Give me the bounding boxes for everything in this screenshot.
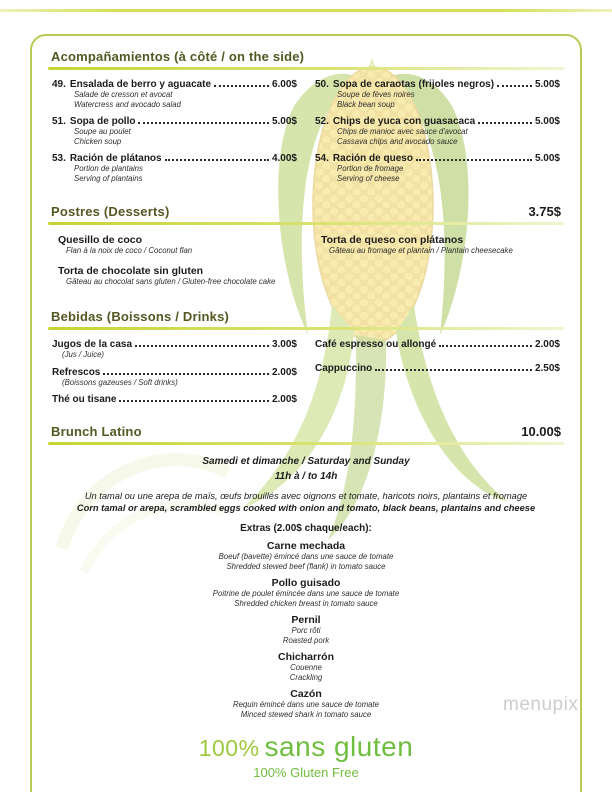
brunch-desc-fr: Un tamal ou une arepa de maïs, œufs brouillés avec oignons et tomate, haricots noirs, plantains et fromage [84, 491, 528, 502]
section-drinks-header [48, 309, 564, 324]
item-name: Jugos de la casa [52, 339, 133, 351]
item-desc: (Jus / Juice) [62, 350, 105, 360]
dotted-leader [416, 159, 532, 161]
section-desserts-header [48, 204, 564, 219]
item-row [52, 79, 297, 90]
extra-name: Pernil [291, 614, 321, 627]
item-desc-en: Chicken soup [74, 136, 122, 146]
extra-item [48, 688, 564, 719]
extra-desc-en: Crackling [289, 672, 323, 682]
item-name: Cappuccino [315, 363, 373, 375]
dotted-leader [375, 369, 532, 371]
extra-name: Carne mechada [266, 540, 346, 553]
brunch-schedule-hours: 11h à / to 14h [274, 471, 338, 483]
extra-name: Cazón [290, 688, 322, 701]
dotted-leader [478, 122, 532, 124]
extra-desc-en: Shredded stewed beef (flank) in tomato sauce [226, 561, 386, 571]
item-number: 53. [52, 153, 66, 164]
menu-item [52, 116, 297, 146]
item-number: 54. [315, 153, 329, 164]
dotted-leader [103, 373, 269, 375]
top-accent-line [0, 9, 612, 12]
extra-desc-en: Shredded chicken breast in tomato sauce [234, 598, 378, 608]
item-desc: (Boissons gazeuses / Soft drinks) [62, 377, 178, 387]
item-name: Ensalada de berro y aguacate [69, 79, 212, 90]
extra-desc-fr: Couenne [290, 663, 322, 673]
brunch-extras-title: Extras (2.00$ chaque/each): [240, 523, 372, 535]
menu-item [52, 367, 297, 388]
section-accent-bar [48, 327, 564, 330]
item-price: 3.00$ [271, 339, 297, 351]
section-brunch-header [48, 424, 564, 439]
extra-item [48, 614, 564, 645]
section-sides [48, 49, 564, 190]
desserts-column-left [52, 234, 297, 295]
item-number: 51. [52, 116, 66, 127]
item-desc: Gâteau au chocolat sans gluten / Gluten-free chocolate cake [66, 276, 276, 286]
item-desc: Gâteau au fromage et plantain / Plantain cheesecake [329, 246, 513, 255]
item-name: Ración de plátanos [69, 153, 162, 164]
menu-item [52, 153, 297, 183]
brunch-description [48, 491, 564, 513]
item-name: Refrescos [52, 366, 101, 378]
desserts-columns [48, 234, 564, 295]
item-price: 2.00$ [271, 394, 297, 406]
item-desc-fr: Soupe de fèves noires [337, 90, 415, 99]
gluten-free-percent: 100% [198, 735, 260, 762]
item-row [315, 339, 560, 350]
item-desc-fr: Portion de plantains [74, 164, 143, 173]
dotted-leader [165, 159, 269, 161]
item-desc-en: Serving of plantains [74, 173, 143, 183]
extra-name: Chicharrón [277, 651, 334, 664]
item-row [315, 116, 560, 127]
item-price: 2.00$ [271, 366, 297, 378]
menupix-watermark: menupix [503, 694, 579, 715]
item-price: 5.00$ [534, 153, 560, 164]
item-row [315, 363, 560, 374]
gluten-free-banner [48, 731, 564, 780]
menu-item [315, 116, 560, 146]
dotted-leader [119, 400, 269, 402]
extra-desc-en: Minced stewed shark in tomato sauce [240, 709, 372, 719]
item-number: 52. [315, 116, 329, 127]
sides-column-right [315, 79, 560, 190]
desserts-column-right [315, 234, 560, 295]
item-price: 6.00$ [271, 79, 297, 90]
section-desserts [48, 204, 564, 295]
item-desc: Flan à la noix de coco / Coconut flan [66, 246, 193, 255]
item-name: Café espresso ou allongé [315, 339, 437, 351]
dessert-item [52, 234, 297, 256]
item-price: 5.00$ [271, 116, 297, 127]
menu-item [52, 79, 297, 109]
extra-desc-fr: Requin émincé dans une sauce de tomate [232, 700, 380, 710]
extra-desc-en: Roasted pork [282, 635, 330, 645]
item-name: Sopa de caraotas (frijoles negros) [332, 79, 495, 90]
item-desc-fr: Portion de fromage [337, 164, 404, 173]
item-desc-en: Serving of cheese [337, 173, 400, 183]
item-price: 5.00$ [534, 116, 560, 127]
dessert-item [52, 265, 297, 287]
section-accent-bar [48, 222, 564, 225]
item-desc-en: Watercress and avocado salad [74, 99, 181, 109]
section-desserts-price: 3.75$ [528, 204, 561, 219]
item-name: Ración de queso [332, 153, 413, 164]
dotted-leader [497, 85, 532, 87]
item-row [52, 394, 297, 405]
item-desc-fr: Salade de cresson et avocat [74, 90, 173, 99]
section-drinks-title: Bebidas (Boissons / Drinks) [51, 309, 230, 325]
section-sides-title: Acompañamientos (à côté / on the side) [51, 49, 305, 64]
section-brunch-price: 10.00$ [521, 424, 561, 440]
dotted-leader [135, 345, 269, 347]
gluten-free-text: sans gluten [264, 731, 414, 763]
sides-columns [48, 79, 564, 190]
section-desserts-title: Postres (Desserts) [51, 204, 170, 219]
item-name: Chips de yuca con guasacaca [332, 116, 476, 127]
item-desc-en: Black bean soup [337, 99, 395, 109]
menu-item [52, 394, 297, 405]
item-name: Thé ou tisane [52, 394, 117, 406]
extra-desc-fr: Porc rôti [291, 626, 321, 636]
menu-item [315, 79, 560, 109]
extra-name: Pollo guisado [271, 577, 341, 590]
item-desc-en: Cassava chips and avocado sauce [337, 136, 458, 146]
menu-item [315, 339, 560, 350]
item-price: 2.50$ [534, 363, 560, 375]
dotted-leader [138, 122, 269, 124]
item-number: 50. [315, 79, 329, 90]
brunch-body [48, 454, 564, 719]
item-row [52, 339, 297, 350]
gluten-free-line1 [48, 731, 564, 763]
item-name: Torta de chocolate sin gluten [58, 264, 204, 277]
brunch-schedule-days: Samedi et dimanche / Saturday and Sunday [202, 456, 410, 468]
dotted-leader [439, 345, 532, 347]
section-accent-bar [48, 67, 564, 70]
item-price: 2.00$ [534, 339, 560, 351]
item-row [52, 367, 297, 378]
extra-item [48, 651, 564, 682]
gluten-free-line2: 100% Gluten Free [253, 765, 359, 781]
item-name: Quesillo de coco [58, 234, 143, 246]
item-desc-fr: Chips de manioc avec sauce d'avocat [337, 127, 468, 136]
drinks-column-right [315, 339, 560, 412]
section-brunch-title: Brunch Latino [51, 424, 142, 440]
menu-item [315, 153, 560, 183]
drinks-columns [48, 339, 564, 412]
menu-item [315, 363, 560, 374]
item-row [315, 79, 560, 90]
item-row [52, 153, 297, 164]
drinks-column-left [52, 339, 297, 412]
dessert-item [315, 234, 560, 256]
dotted-leader [214, 85, 269, 87]
extra-item [48, 577, 564, 608]
sides-column-left [52, 79, 297, 190]
brunch-desc-en: Corn tamal or arepa, scrambled eggs cooked with onion and tomato, black beans, plantains and cheese [76, 503, 536, 514]
extra-item [48, 540, 564, 571]
item-price: 4.00$ [271, 153, 297, 164]
menu-frame [30, 34, 582, 792]
item-desc-fr: Soupe au poulet [74, 127, 131, 136]
item-row [315, 153, 560, 164]
item-name: Torta de queso con plátanos [321, 234, 464, 246]
section-drinks [48, 309, 564, 412]
item-name: Sopa de pollo [69, 116, 136, 127]
item-row [52, 116, 297, 127]
menu-item [52, 339, 297, 360]
section-sides-header [48, 49, 564, 64]
section-accent-bar [48, 442, 564, 445]
extra-desc-fr: Poitrine de poulet émincée dans une sauce de tomate [212, 589, 400, 599]
item-number: 49. [52, 79, 66, 90]
item-price: 5.00$ [534, 79, 560, 90]
extra-desc-fr: Boeuf (bavette) émincé dans une sauce de tomate [218, 552, 394, 562]
section-brunch [48, 424, 564, 719]
